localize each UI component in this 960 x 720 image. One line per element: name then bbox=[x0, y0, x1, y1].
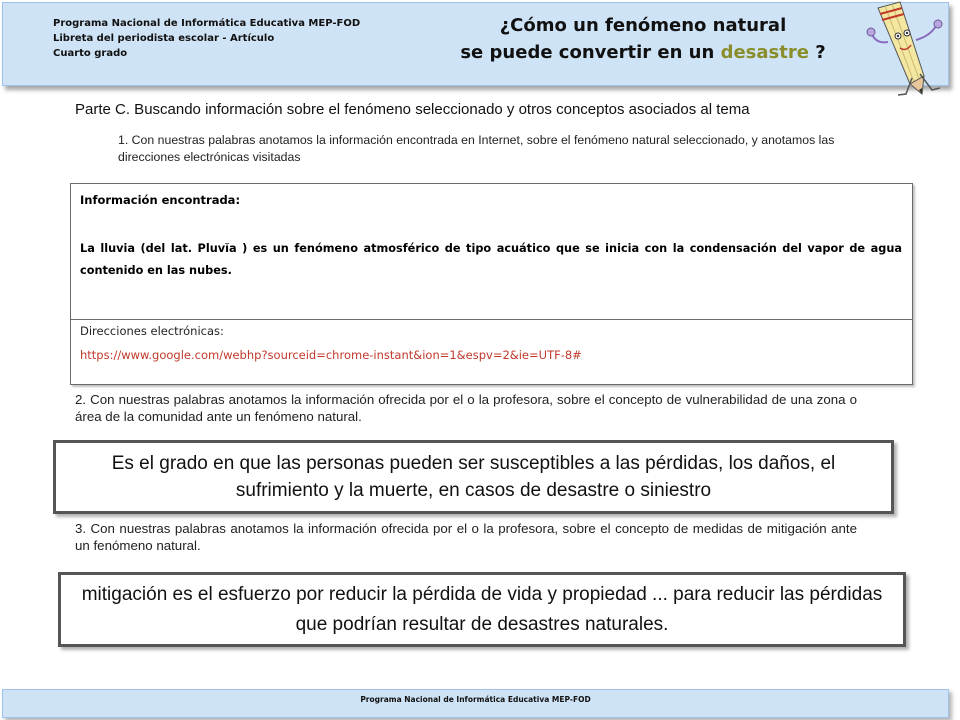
found-information-cell bbox=[71, 184, 912, 320]
title-line-2-end: ? bbox=[808, 42, 826, 63]
page-title bbox=[403, 12, 883, 66]
mitigation-answer-box bbox=[58, 572, 906, 647]
title-accent-word: desastre bbox=[720, 42, 809, 63]
grade-label: Cuarto grado bbox=[53, 48, 128, 59]
program-info bbox=[53, 16, 360, 61]
notebook-name: Libreta del periodista escolar - Artículo bbox=[53, 33, 275, 44]
title-line-2-start: se puede convertir en un bbox=[460, 42, 721, 63]
information-table bbox=[70, 183, 913, 385]
footer-banner bbox=[2, 689, 949, 718]
header-banner bbox=[2, 2, 949, 86]
urls-label: Direcciones electrónicas: bbox=[80, 324, 224, 338]
vulnerability-answer-text: Es el grado en que las personas pueden ser susceptibles a las pérdidas, los daños, el sufrimiento y la muerte, en casos de desastre o siniestro bbox=[111, 453, 836, 501]
vulnerability-answer-box bbox=[53, 440, 894, 514]
instruction-item-1: 1. Con nuestras palabras anotamos la información encontrada en Internet, sobre el fenómeno natural seleccionado, y anotamos las direcciones electrónicas visitadas bbox=[118, 133, 835, 164]
found-information-label: Información encontrada: bbox=[80, 193, 241, 207]
title-line-1: ¿Cómo un fenómeno natural bbox=[499, 15, 787, 36]
visited-url-link[interactable]: https://www.google.com/webhp?sourceid=chrome-instant&ion=1&espv=2&ie=UTF-8# bbox=[80, 348, 582, 362]
instruction-item-2: 2. Con nuestras palabras anotamos la información ofrecida por el o la profesora, sobre el concepto de vulnerabilidad de una zona o área de la comunidad ante un fenómeno natural. bbox=[75, 392, 857, 424]
mitigation-answer-text: mitigación es el esfuerzo por reducir la pérdida de vida y propiedad ... para reducir las pérdidas que podrían resultar de desastres naturales. bbox=[81, 583, 883, 635]
title-line-2 bbox=[403, 39, 883, 66]
found-information-text: La lluvia (del lat. Pluvĭa ) es un fenómeno atmosférico de tipo acuático que se inicia con la condensación del vapor de agua contenido en las nubes. bbox=[80, 242, 902, 277]
section-title: Parte C. Buscando información sobre el fenómeno seleccionado y otros conceptos asociados al tema bbox=[75, 101, 750, 118]
pencil-character-icon bbox=[858, 0, 958, 98]
program-name: Programa Nacional de Informática Educativa MEP-FOD bbox=[53, 18, 361, 29]
footer-text: Programa Nacional de Informática Educativa MEP-FOD bbox=[360, 695, 591, 704]
instruction-item-3: 3. Con nuestras palabras anotamos la información ofrecida por el o la profesora, sobre el concepto de medidas de mitigación ante un fenómeno natural. bbox=[75, 521, 857, 553]
